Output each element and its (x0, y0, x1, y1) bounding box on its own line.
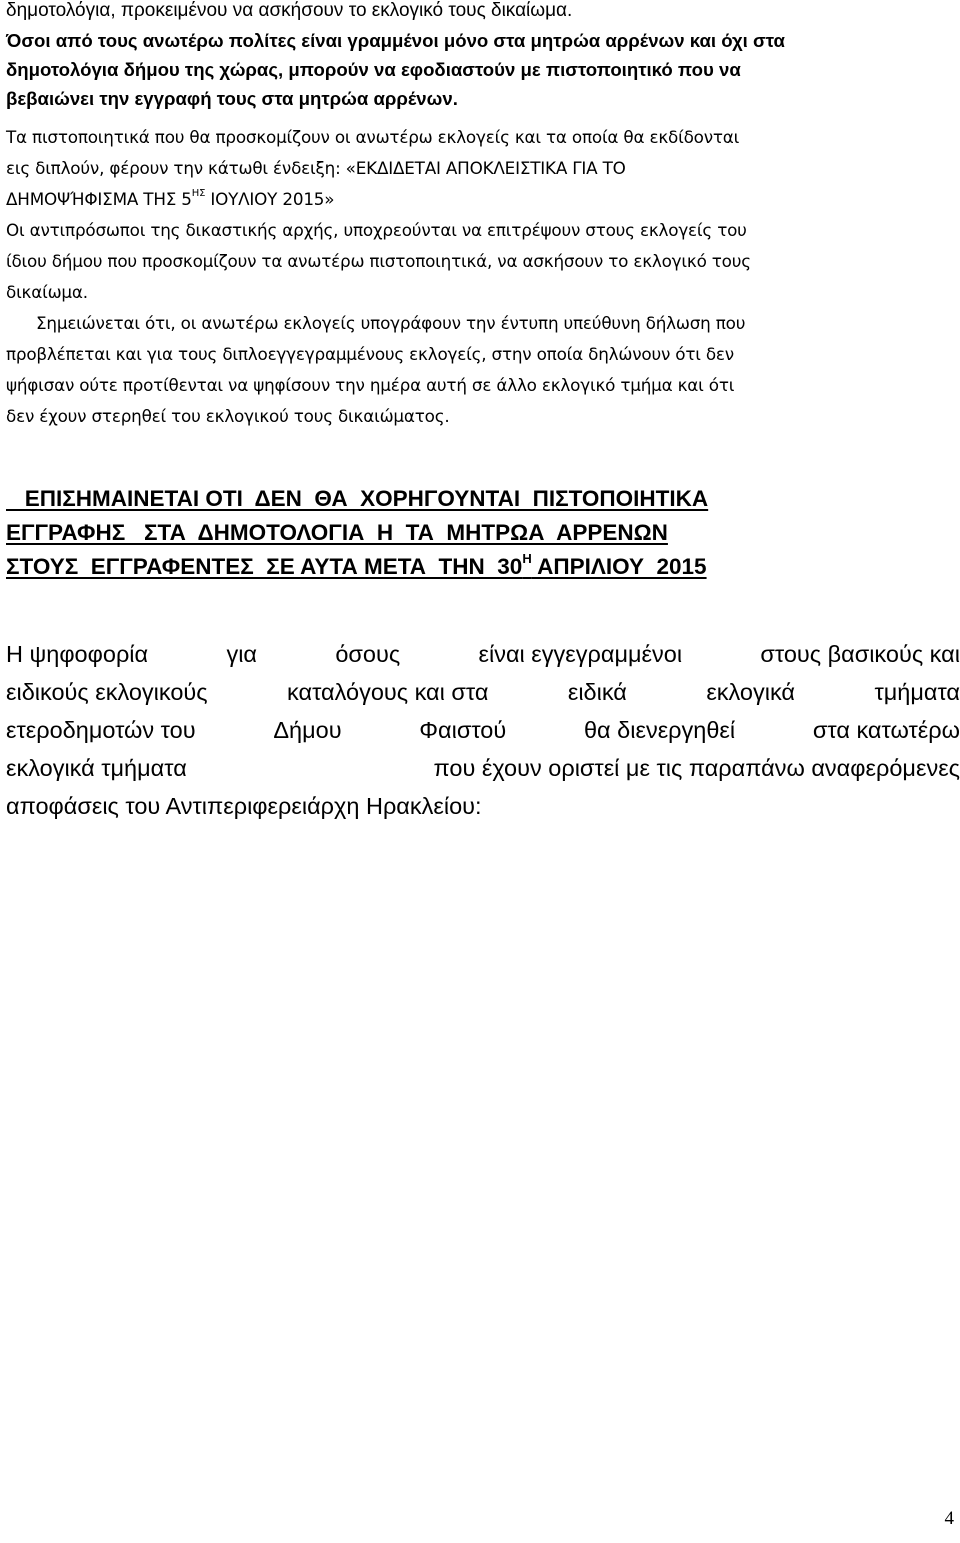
word-group: τμήματα (874, 679, 960, 705)
paragraph-line: ίδιου δήμου που προσκομίζουν τα ανωτέρω πιστοποιητικά, να ασκήσουν το εκλογικό τους (6, 251, 751, 271)
referendum-label-line (6, 184, 954, 215)
word-group: στα κατωτέρω (812, 717, 960, 743)
word-group: για (226, 641, 258, 667)
page-number: 4 (944, 1508, 954, 1529)
paragraph-line: Οι αντιπρόσωποι της δικαστικής αρχής, υποχρεούνται να επιτρέψουν στους εκλογείς του (6, 220, 747, 240)
paragraph-line: δεν έχουν στερηθεί του εκλογικού τους δικαιώματος. (6, 406, 450, 426)
paragraph-line: εις διπλούν, φέρουν την κάτωθι ένδειξη: «ΕΚΔΙΔΕΤΑΙ ΑΠΟΚΛΕΙΣΤΙΚΑ ΓΙΑ ΤΟ (6, 158, 626, 178)
male-registry-paragraph (6, 26, 954, 113)
voting-paragraph (6, 635, 960, 825)
paragraph-line: βεβαιώνει την εγγραφή τους στα μητρώα αρρένων. (6, 88, 458, 109)
notice-line (6, 550, 954, 584)
paragraph-line: δικαίωμα. (6, 282, 88, 302)
ordinal-superscript: ΗΣ (191, 188, 206, 199)
word-group: όσους (335, 641, 401, 667)
word-group: εκλογικά τμήματα (6, 755, 187, 781)
word-group: εκλογικά (706, 679, 796, 705)
notice-line: ΕΠΙΣΗΜΑΙΝΕΤΑΙ ΟΤΙ ΔΕΝ ΘΑ ΧΟΡΗΓΟΥΝΤΑΙ ΠΙΣΤΟΠΟΙΗΤΙΚΑ (6, 486, 709, 511)
justified-line (6, 673, 960, 711)
word-group: Φαιστού (419, 717, 507, 743)
word-group: αποφάσεις του Αντιπεριφερειάρχη Ηρακλείου: (6, 793, 482, 819)
certificates-section (6, 122, 954, 432)
justified-line (6, 635, 960, 673)
notice-date-text: ΑΠΡΙΛΙΟΥ 2015 (531, 554, 707, 579)
word-group: ετεροδημοτών του (6, 717, 196, 743)
referendum-label-text: ΔΗΜΟΨΉΦΙΣΜΑ ΤΗΣ 5 (6, 189, 192, 209)
ordinal-superscript: Η (522, 551, 532, 566)
justified-line (6, 711, 960, 749)
word-group: ειδικούς εκλογικούς (6, 679, 208, 705)
word-group: Δήμου (273, 717, 342, 743)
word-group: καταλόγους και στα (287, 679, 489, 705)
justified-line (6, 749, 960, 787)
paragraph-line: δημοτολόγια δήμου της χώρας, μπορούν να εφοδιαστούν με πιστοποιητικό που να (6, 59, 741, 80)
paragraph-line: Τα πιστοποιητικά που θα προσκομίζουν οι ανωτέρω εκλογείς και τα οποία θα εκδίδονται (6, 127, 740, 147)
notice-text: ΣΤΟΥΣ ΕΓΓΡΑΦΕΝΤΕΣ ΣΕ ΑΥΤΑ ΜΕΤΑ ΤΗΝ 30 (6, 554, 523, 579)
important-notice (6, 482, 954, 584)
notice-line: ΕΓΓΡΑΦΗΣ ΣΤΑ ΔΗΜΟΤΟΛΟΓΙΑ Η ΤΑ ΜΗΤΡΩΑ ΑΡΡΕΝΩΝ (6, 520, 668, 545)
word-group: Η ψηφοφορία (6, 641, 149, 667)
word-group: είναι εγγεγραμμένοι (478, 641, 683, 667)
word-group: στους βασικούς και (760, 641, 960, 667)
last-line (6, 787, 960, 825)
intro-line: δημοτολόγια, προκειμένου να ασκήσουν το εκλογικό τους δικαίωμα. (6, 0, 573, 21)
paragraph-line: ψήφισαν ούτε προτίθενται να ψηφίσουν την ημέρα αυτή σε άλλο εκλογικό τμήμα και ότι (6, 375, 735, 395)
paragraph-line: προβλέπεται και για τους διπλοεγγεγραμμένους εκλογείς, στην οποία δηλώνουν ότι δεν (6, 344, 734, 364)
word-group: θα διενεργηθεί (583, 717, 736, 743)
referendum-date-text: ΙΟΥΛΙΟΥ 2015» (205, 189, 335, 209)
paragraph-line: Σημειώνεται ότι, οι ανωτέρω εκλογείς υπογράφουν την έντυπη υπεύθυνη δήλωση που (36, 313, 746, 333)
word-group: ειδικά (567, 679, 627, 705)
word-group: που έχουν οριστεί με τις παραπάνω αναφερόμενες (433, 755, 960, 781)
paragraph-line: Όσοι από τους ανωτέρω πολίτες είναι γραμμένοι μόνο στα μητρώα αρρένων και όχι στα (6, 30, 785, 51)
